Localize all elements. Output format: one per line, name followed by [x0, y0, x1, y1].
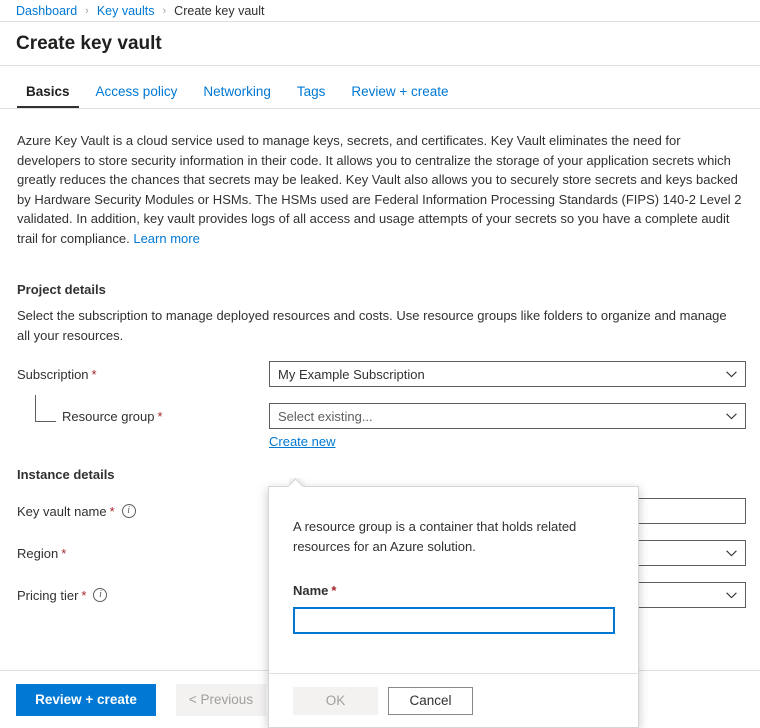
tab-basics[interactable]: Basics — [17, 84, 79, 108]
subscription-required-marker: * — [91, 366, 97, 382]
resource-group-required-marker: * — [157, 408, 163, 424]
chevron-down-icon — [726, 404, 737, 428]
tab-access-policy[interactable]: Access policy — [95, 84, 178, 99]
callout-name-label-text: Name — [293, 583, 329, 598]
subscription-label-text: Subscription — [17, 366, 89, 382]
page-header — [0, 22, 760, 66]
review-create-button[interactable]: Review + create — [16, 684, 156, 716]
region-label — [17, 546, 269, 561]
callout-name-required-marker: * — [331, 583, 337, 598]
breadcrumb-item-create-key-vault: Create key vault — [174, 3, 265, 18]
breadcrumb — [0, 0, 760, 22]
resource-group-label — [17, 409, 269, 424]
callout-description: A resource group is a container that holds related resources for an Azure solution. — [293, 519, 577, 554]
region-required-marker: * — [61, 545, 67, 561]
pricing-tier-label-text: Pricing tier — [17, 587, 79, 603]
create-new-resource-group-link[interactable]: Create new — [269, 434, 336, 449]
info-icon[interactable]: i — [122, 504, 136, 518]
project-details-description: Select the subscription to manage deployed resources and costs. Use resource groups like folders to organize and manage all your resources. — [17, 308, 727, 343]
resource-group-value: Select existing... — [278, 408, 373, 424]
subscription-label — [17, 367, 269, 382]
resource-group-dropdown[interactable] — [269, 403, 746, 429]
intro-paragraph — [17, 131, 746, 248]
tab-networking[interactable]: Networking — [203, 84, 271, 99]
subscription-dropdown[interactable] — [269, 361, 746, 387]
previous-button[interactable]: < Previous — [176, 684, 266, 716]
callout-body — [269, 487, 638, 634]
chevron-down-icon — [726, 583, 737, 607]
pricing-tier-required-marker: * — [81, 587, 87, 603]
resource-group-row — [17, 403, 746, 429]
page-title: Create key vault — [16, 32, 162, 54]
tab-review-create[interactable]: Review + create — [351, 84, 449, 99]
project-details-heading: Project details — [17, 282, 106, 297]
region-label-text: Region — [17, 545, 59, 561]
key-vault-name-required-marker: * — [109, 503, 115, 519]
tab-list — [0, 66, 760, 109]
key-vault-name-label-text: Key vault name — [17, 503, 107, 519]
chevron-down-icon — [726, 541, 737, 565]
intro-text: Azure Key Vault is a cloud service used to manage keys, secrets, and certificates. Key Vault eliminates the need for developers to store security information in their code. It allows you to centralize the storage of your application secrets which greatly reduces the chances that secrets may be leaked. Key Vault also allows you to securely store secrets and keys backed by Hardware Security Modules or HSMs. The HSMs used are Federal Information Processing Standards (FIPS) 140-2 Level 2 validated. In addition, key vault provides logs of all access and usage attempts of your secrets so you have a complete audit trail for compliance. — [17, 133, 742, 246]
cancel-button[interactable]: Cancel — [388, 687, 473, 715]
key-vault-name-label — [17, 504, 269, 519]
ok-button[interactable]: OK — [293, 687, 378, 715]
breadcrumb-separator-icon: › — [162, 4, 167, 17]
callout-name-label — [293, 583, 614, 598]
callout-footer — [269, 673, 638, 727]
pricing-tier-label — [17, 588, 269, 603]
breadcrumb-separator-icon: › — [85, 4, 89, 17]
chevron-down-icon — [726, 362, 737, 386]
resource-group-label-text: Resource group — [62, 408, 155, 424]
learn-more-link[interactable]: Learn more — [133, 230, 200, 246]
subscription-value: My Example Subscription — [278, 366, 425, 382]
breadcrumb-item-key-vaults[interactable]: Key vaults — [96, 3, 155, 18]
callout-beak — [289, 478, 306, 487]
info-icon[interactable]: i — [93, 588, 107, 602]
instance-details-heading: Instance details — [17, 467, 115, 482]
tab-tags[interactable]: Tags — [296, 84, 326, 99]
create-resource-group-callout — [268, 486, 639, 728]
subscription-row — [17, 361, 746, 387]
resource-group-name-input[interactable] — [293, 607, 615, 634]
breadcrumb-item-dashboard[interactable]: Dashboard — [16, 3, 78, 18]
